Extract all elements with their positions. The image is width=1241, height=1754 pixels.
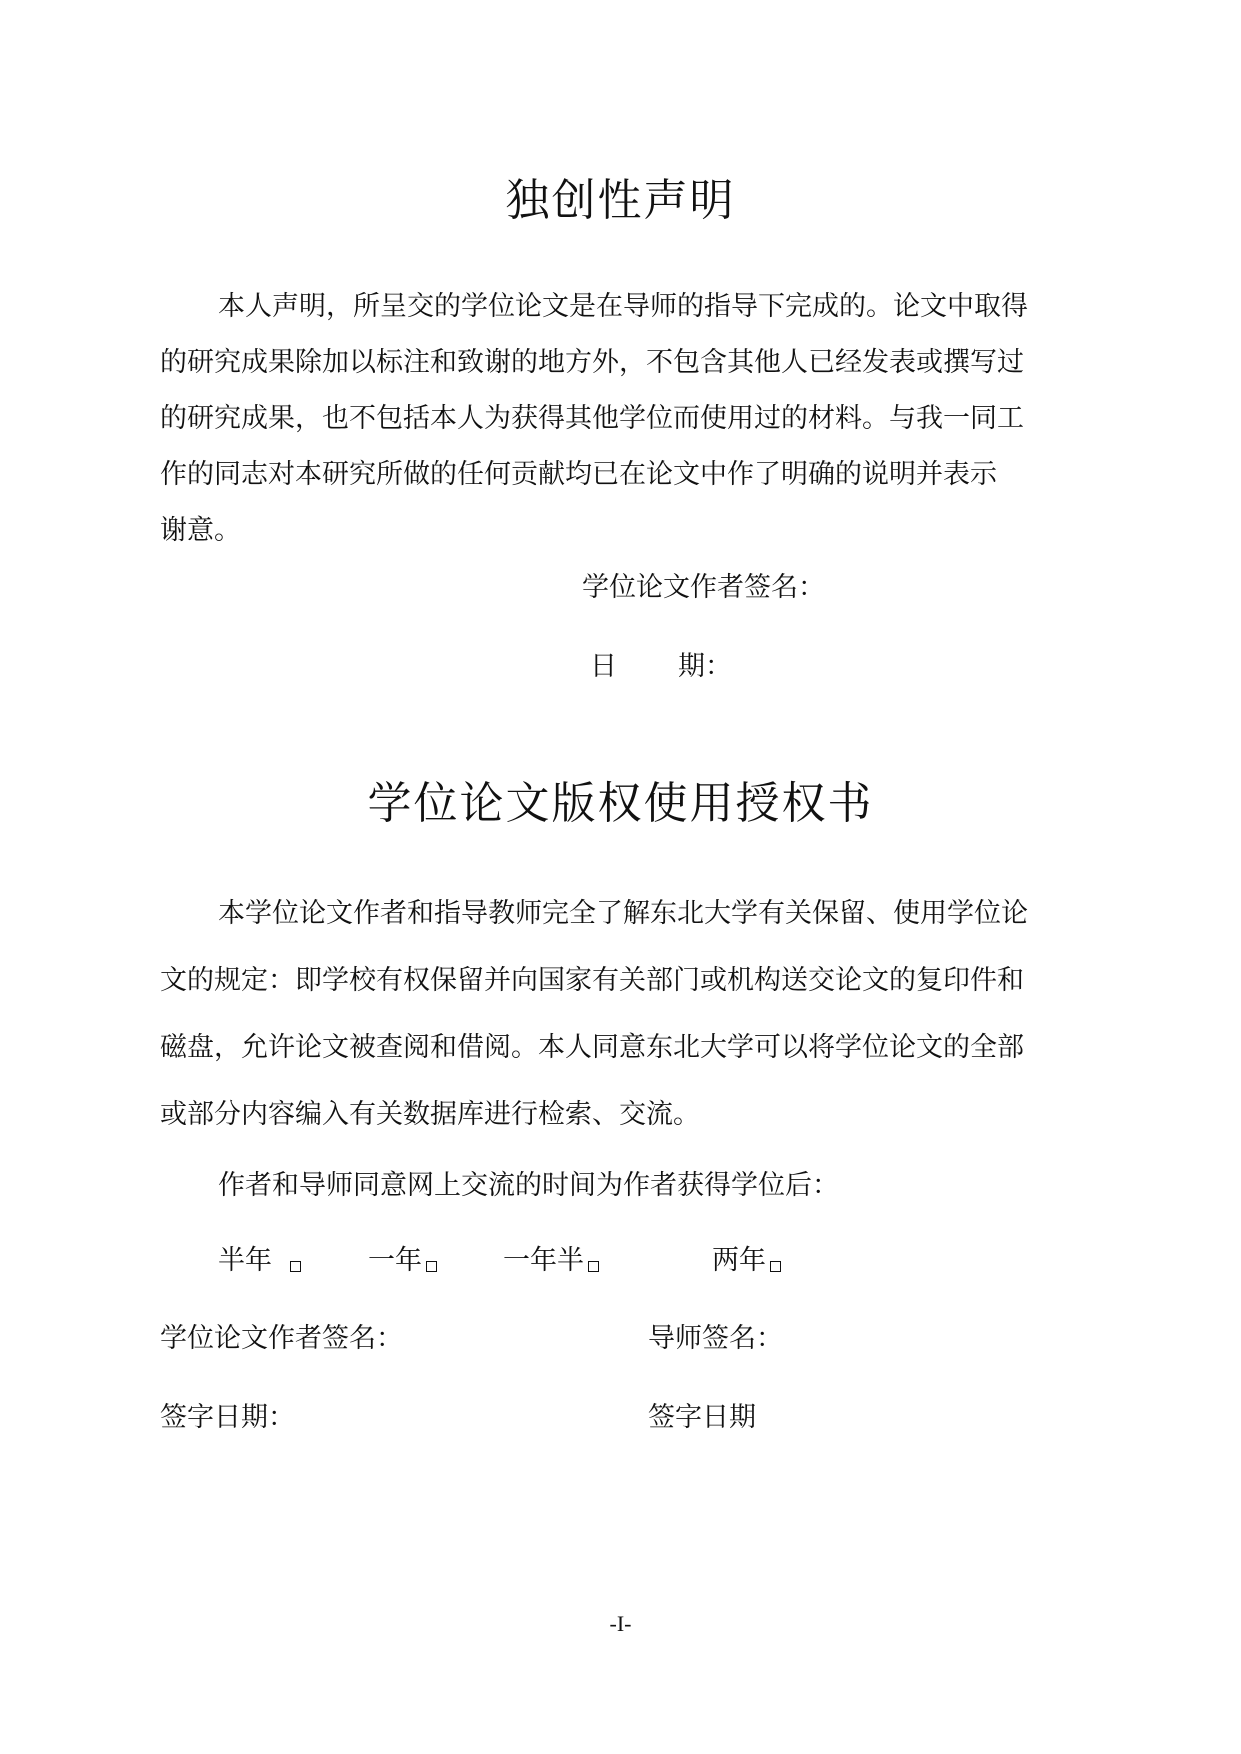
declaration-date-label-second: 期： (678, 651, 732, 682)
declaration-title: 独创性声明 (505, 175, 736, 226)
declaration-body (160, 284, 1100, 564)
authorization-body (160, 891, 1100, 1159)
authorization-line: 或部分内容编入有关数据库进行检索、交流。 (160, 1099, 700, 1130)
option-one-year-checkbox[interactable] (426, 1261, 437, 1272)
option-one-year-label: 一年 (368, 1245, 422, 1276)
option-two-years-label: 两年 (712, 1245, 766, 1276)
authorization-line: 磁盘，允许论文被查阅和借阅。本人同意东北大学可以将学位论文的全部 (160, 1032, 1024, 1063)
option-half-year-label: 半年 (218, 1245, 272, 1276)
authorization-advisor-date-label: 签字日期 (648, 1402, 756, 1433)
declaration-line: 本人声明，所呈交的学位论文是在导师的指导下完成的。论文中取得 (218, 291, 1028, 322)
declaration-line: 谢意。 (160, 515, 241, 546)
option-one-and-half-year[interactable] (503, 1238, 599, 1277)
option-one-and-half-year-label: 一年半 (503, 1245, 584, 1276)
option-half-year-checkbox[interactable] (290, 1261, 301, 1272)
authorization-line: 文的规定：即学校有权保留并向国家有关部门或机构送交论文的复印件和 (160, 965, 1024, 996)
declaration-line: 的研究成果，也不包括本人为获得其他学位而使用过的材料。与我一同工 (160, 403, 1024, 434)
option-half-year[interactable] (218, 1238, 301, 1277)
authorization-title: 学位论文版权使用授权书 (367, 778, 874, 829)
declaration-line: 作的同志对本研究所做的任何贡献均已在论文中作了明确的说明并表示 (160, 459, 997, 490)
option-two-years[interactable] (712, 1238, 781, 1277)
authorization-advisor-signature-label: 导师签名： (648, 1323, 783, 1354)
declaration-line: 的研究成果除加以标注和致谢的地方外，不包含其他人已经发表或撰写过 (160, 347, 1024, 378)
exchange-time-text: 作者和导师同意网上交流的时间为作者获得学位后： (218, 1170, 839, 1201)
authorization-author-date-label: 签字日期： (160, 1402, 295, 1433)
option-one-and-half-year-checkbox[interactable] (588, 1261, 599, 1272)
option-two-years-checkbox[interactable] (770, 1261, 781, 1272)
declaration-author-signature-label: 学位论文作者签名： (582, 572, 825, 603)
page-number: -I- (609, 1611, 632, 1636)
authorization-line: 本学位论文作者和指导教师完全了解东北大学有关保留、使用学位论 (218, 898, 1028, 929)
declaration-date-label-first: 日 (590, 651, 617, 682)
option-one-year[interactable] (368, 1238, 437, 1277)
authorization-author-signature-label: 学位论文作者签名： (160, 1323, 403, 1354)
